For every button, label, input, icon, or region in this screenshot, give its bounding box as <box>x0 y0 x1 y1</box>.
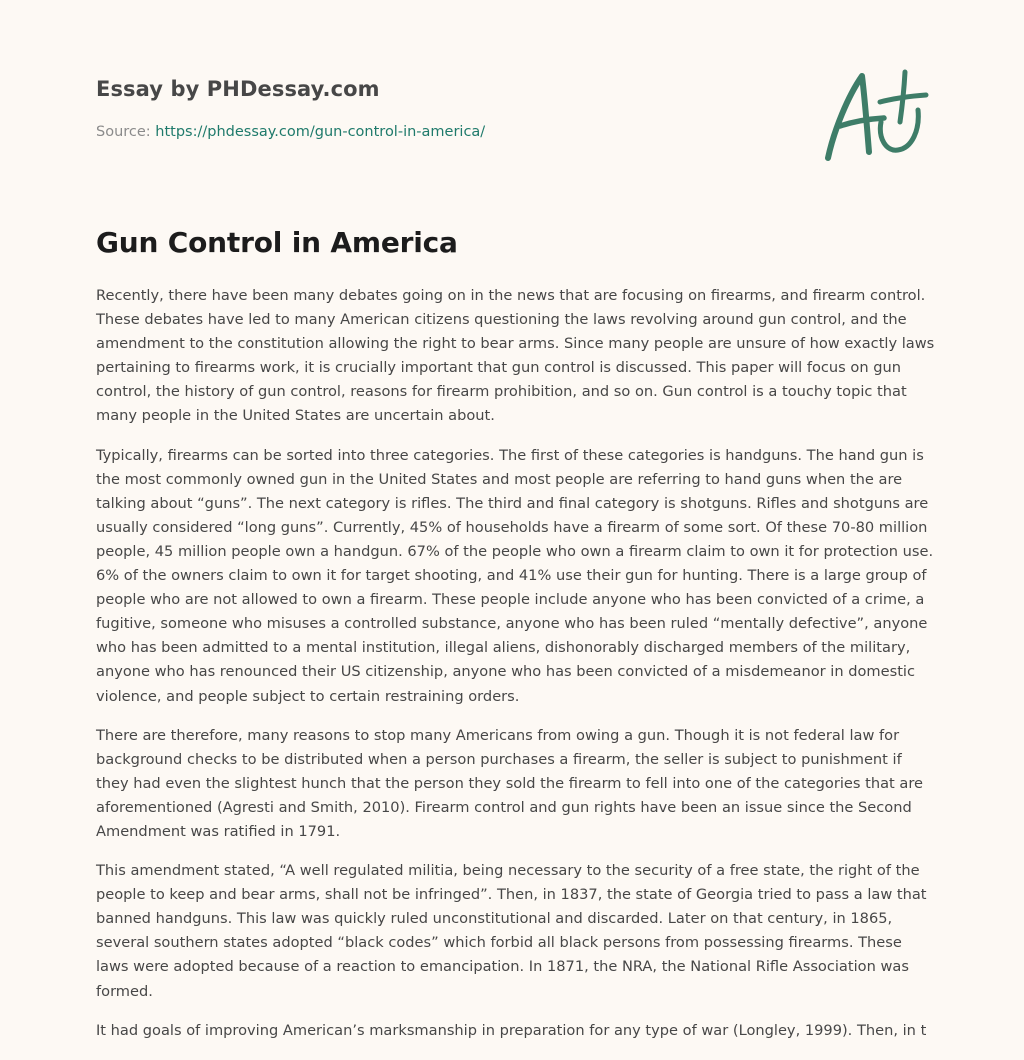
essay-paragraph: Recently, there have been many debates going on in the news that are focusing on firearms, and firearm control. These debates have led to many American citizens questioning the laws revolving around gun control, and the amendment to the constitution allowing the right to bear arms. Since many people are unsure of how exactly laws pertaining to firearms work, it is crucially important that gun control is discussed. This paper will focus on gun control, the history of gun control, reasons for firearm prohibition, and so on. Gun control is a touchy topic that many people in the United States are uncertain about. <box>96 287 935 425</box>
source-link[interactable]: https://phdessay.com/gun-control-in-america/ <box>155 124 486 140</box>
essay-paragraph: There are therefore, many reasons to stop many Americans from owing a gun. Though it is not federal law for background checks to be distributed when a person purchases a firearm, the seller is subject to punishment if they had even the slightest hunch that the person they sold the firearm to fell into one of the categories that are aforementioned (Agresti and Smith, 2010). Firearm control and gun rights have been an issue since the Second Amendment was ratified in 1791. <box>96 726 924 840</box>
brand-heading: Essay by PHDessay.com <box>96 77 380 101</box>
essay-paragraph: Typically, firearms can be sorted into three categories. The first of these categories is handguns. The hand gun is the most commonly owned gun in the United States and most people are referring to hand guns when the are talking about “guns”. The next category is rifles. The third and final category is shotguns. Rifles and shotguns are usually considered “long guns”. Currently, 45% of households have a firearm of some sort. Of these 70-80 million people, 45 million people own a handgun. 67% of the people who own a firearm claim to own it for protection use. 6% of the owners claim to own it for target shooting, and 41% use their gun for hunting. There is a large group of people who are not allowed to own a firearm. These people include anyone who has been convicted of a crime, a fugitive, someone who misuses a controlled substance, anyone who has been ruled “mentally defective”, anyone who has been admitted to a mental institution, illegal aliens, dishonorably discharged members of the military, anyone who has renounced their US citizenship, anyone who has been convicted of a misdemeanor in domestic violence, and people subject to certain restraining orders. <box>96 446 934 705</box>
source-line <box>96 124 485 140</box>
essay-paragraph: It had goals of improving American’s marksmanship in preparation for any type of war (Longley, 1999). Then, in t <box>96 1021 927 1039</box>
essay-title: Gun Control in America <box>96 226 458 259</box>
essay-paragraph: This amendment stated, “A well regulated militia, being necessary to the security of a free state, the right of the people to keep and bear arms, shall not be infringed”. Then, in 1837, the state of Georgia tried to pass a law that banned handguns. This law was quickly ruled unconstitutional and discarded. Later on that century, in 1865, several southern states adopted “black codes” which forbid all black persons from possessing firearms. These laws were adopted because of a reaction to emancipation. In 1871, the NRA, the National Rifle Association was formed. <box>96 862 927 1000</box>
essay-body <box>96 284 936 1058</box>
a-plus-grade-icon <box>818 66 930 168</box>
source-label: Source: <box>96 124 156 140</box>
